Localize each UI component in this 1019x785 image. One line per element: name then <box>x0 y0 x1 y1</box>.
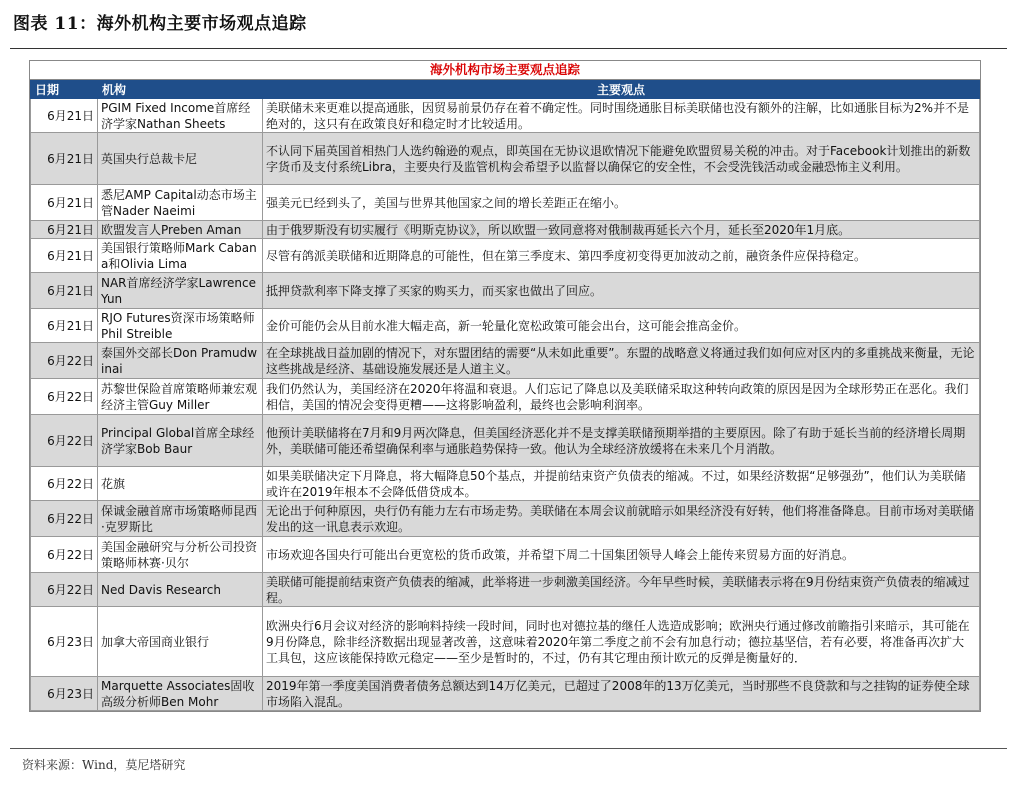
table-row <box>31 343 980 379</box>
table-row <box>31 133 980 185</box>
row-view: 金价可能仍会从目前水准大幅走高，新一轮量化宽松政策可能会出台，这可能会推高金价。 <box>263 309 980 343</box>
row-org: 悉尼AMP Capital动态市场主管Nader Naeimi <box>98 185 263 221</box>
header-view: 主要观点 <box>263 81 980 99</box>
row-org: Ned Davis Research <box>98 573 263 607</box>
table-banner: 海外机构市场主要观点追踪 <box>30 61 980 80</box>
row-org: Principal Global首席全球经济学家Bob Baur <box>98 415 263 467</box>
row-org: 英国央行总裁卡尼 <box>98 133 263 185</box>
table-row <box>31 467 980 501</box>
table-row <box>31 309 980 343</box>
row-org: 保诚金融首席市场策略师昆西·克罗斯比 <box>98 501 263 537</box>
row-org: 欧盟发言人Preben Aman <box>98 221 263 239</box>
table-row <box>31 415 980 467</box>
row-org: 泰国外交部长Don Pramudwinai <box>98 343 263 379</box>
row-date: 6月21日 <box>31 239 98 273</box>
row-org: PGIM Fixed Income首席经济学家Nathan Sheets <box>98 99 263 133</box>
header-row <box>31 81 980 99</box>
table-row <box>31 379 980 415</box>
row-view: 他预计美联储将在7月和9月两次降息，但美国经济恶化并不是支撑美联储预期举措的主要原因。除了有助于延长当前的经济增长周期外，美联储可能还希望确保利率与通胀趋势保持一致。他认为全球经济放缓将在未来几个月消散。 <box>263 415 980 467</box>
row-view: 欧洲央行6月会议对经济的影响料持续一段时间，同时也对德拉基的继任人选造成影响；欧洲央行通过修改前瞻指引来暗示，其可能在9月份降息，除非经济数据出现显著改善，这意味着2020年第二季度之前不会有加息行动；德拉基坚信，若有必要，将准备再次扩大工具包，这应该能保持欧元稳定——至少是暂时的，不过，仍有其它理由预计欧元的反弹是衡量好的． <box>263 607 980 677</box>
row-view: 2019年第一季度美国消费者债务总额达到14万亿美元，已超过了2008年的13万亿美元，当时那些不良贷款和与之挂钩的证券使全球市场陷入混乱。 <box>263 677 980 711</box>
row-date: 6月22日 <box>31 537 98 573</box>
views-table <box>30 80 980 711</box>
figure-title: 图表 11：海外机构主要市场观点追踪 <box>13 14 307 34</box>
table-row <box>31 537 980 573</box>
table-row <box>31 501 980 537</box>
table-row <box>31 677 980 711</box>
table-row <box>31 573 980 607</box>
row-view: 强美元已经到头了，美国与世界其他国家之间的增长差距正在缩小。 <box>263 185 980 221</box>
row-view: 美联储可能提前结束资产负债表的缩减，此举将进一步刺激美国经济。今年早些时候，美联储表示将在9月份结束资产负债表的缩减过程。 <box>263 573 980 607</box>
row-date: 6月22日 <box>31 501 98 537</box>
row-date: 6月21日 <box>31 185 98 221</box>
row-date: 6月21日 <box>31 133 98 185</box>
table-row <box>31 239 980 273</box>
row-date: 6月22日 <box>31 343 98 379</box>
row-view: 美联储未来更难以提高通胀，因贸易前景仍存在着不确定性。同时围绕通胀目标美联储也没有额外的注解，比如通胀目标为2%并不是绝对的，这只有在政策良好和稳定时才比较适用。 <box>263 99 980 133</box>
row-date: 6月23日 <box>31 607 98 677</box>
row-view: 无论出于何种原因，央行仍有能力左右市场走势。美联储在本周会议前就暗示如果经济没有好转，他们将准备降息。目前市场对美联储发出的这一讯息表示欢迎。 <box>263 501 980 537</box>
row-org: 美国银行策略师Mark Cabana和Olivia Lima <box>98 239 263 273</box>
header-date: 日期 <box>31 81 98 99</box>
row-org: Marquette Associates固收高级分析师Ben Mohr <box>98 677 263 711</box>
top-rule <box>10 48 1007 49</box>
row-org: RJO Futures资深市场策略师Phil Streible <box>98 309 263 343</box>
row-date: 6月22日 <box>31 467 98 501</box>
row-date: 6月22日 <box>31 573 98 607</box>
row-date: 6月23日 <box>31 677 98 711</box>
row-date: 6月22日 <box>31 415 98 467</box>
row-org: 美国金融研究与分析公司投资策略师林赛·贝尔 <box>98 537 263 573</box>
table-frame <box>29 60 981 712</box>
table-row <box>31 607 980 677</box>
row-org: 加拿大帝国商业银行 <box>98 607 263 677</box>
row-date: 6月21日 <box>31 309 98 343</box>
table-row <box>31 273 980 309</box>
source-note: 资料来源：Wind，莫尼塔研究 <box>22 758 186 772</box>
row-org: 苏黎世保险首席策略师兼宏观经济主管Guy Miller <box>98 379 263 415</box>
row-date: 6月21日 <box>31 99 98 133</box>
row-view: 由于俄罗斯没有切实履行《明斯克协议》，所以欧盟一致同意将对俄制裁再延长六个月，延长至2020年1月底。 <box>263 221 980 239</box>
row-date: 6月21日 <box>31 221 98 239</box>
table-row <box>31 99 980 133</box>
bottom-rule <box>10 748 1007 749</box>
row-view: 我们仍然认为，美国经济在2020年将温和衰退。人们忘记了降息以及美联储采取这种转向政策的原因是因为全球形势正在恶化。我们相信，美国的情况会变得更糟——这将影响盈利，最终也会影响利润率。 <box>263 379 980 415</box>
table-row <box>31 185 980 221</box>
row-view: 抵押贷款利率下降支撑了买家的购买力，而买家也做出了回应。 <box>263 273 980 309</box>
row-view: 如果美联储决定下月降息，将大幅降息50个基点，并提前结束资产负债表的缩减。不过，如果经济数据“足够强劲”，他们认为美联储或许在2019年根本不会降低借贷成本。 <box>263 467 980 501</box>
row-view: 在全球挑战日益加剧的情况下，对东盟团结的需要“从未如此重要”。东盟的战略意义将通过我们如何应对区内的多重挑战来衡量，无论这些挑战是经济、基础设施发展还是人道主义。 <box>263 343 980 379</box>
row-view: 不认同下届英国首相热门人选约翰逊的观点，即英国在无协议退欧情况下能避免欧盟贸易关税的冲击。对于Facebook计划推出的新数字货币及支付系统Libra，主要央行及监管机构会希望予以监督以确保它的安全性，不会受洗钱活动或金融恐怖主义利用。 <box>263 133 980 185</box>
header-org: 机构 <box>98 81 263 99</box>
row-view: 尽管有鸽派美联储和近期降息的可能性，但在第三季度末、第四季度初变得更加波动之前，融资条件应保持稳定。 <box>263 239 980 273</box>
table-row <box>31 221 980 239</box>
row-date: 6月22日 <box>31 379 98 415</box>
row-date: 6月21日 <box>31 273 98 309</box>
row-org: NAR首席经济学家Lawrence Yun <box>98 273 263 309</box>
row-view: 市场欢迎各国央行可能出台更宽松的货币政策，并希望下周二十国集团领导人峰会上能传来贸易方面的好消息。 <box>263 537 980 573</box>
row-org: 花旗 <box>98 467 263 501</box>
